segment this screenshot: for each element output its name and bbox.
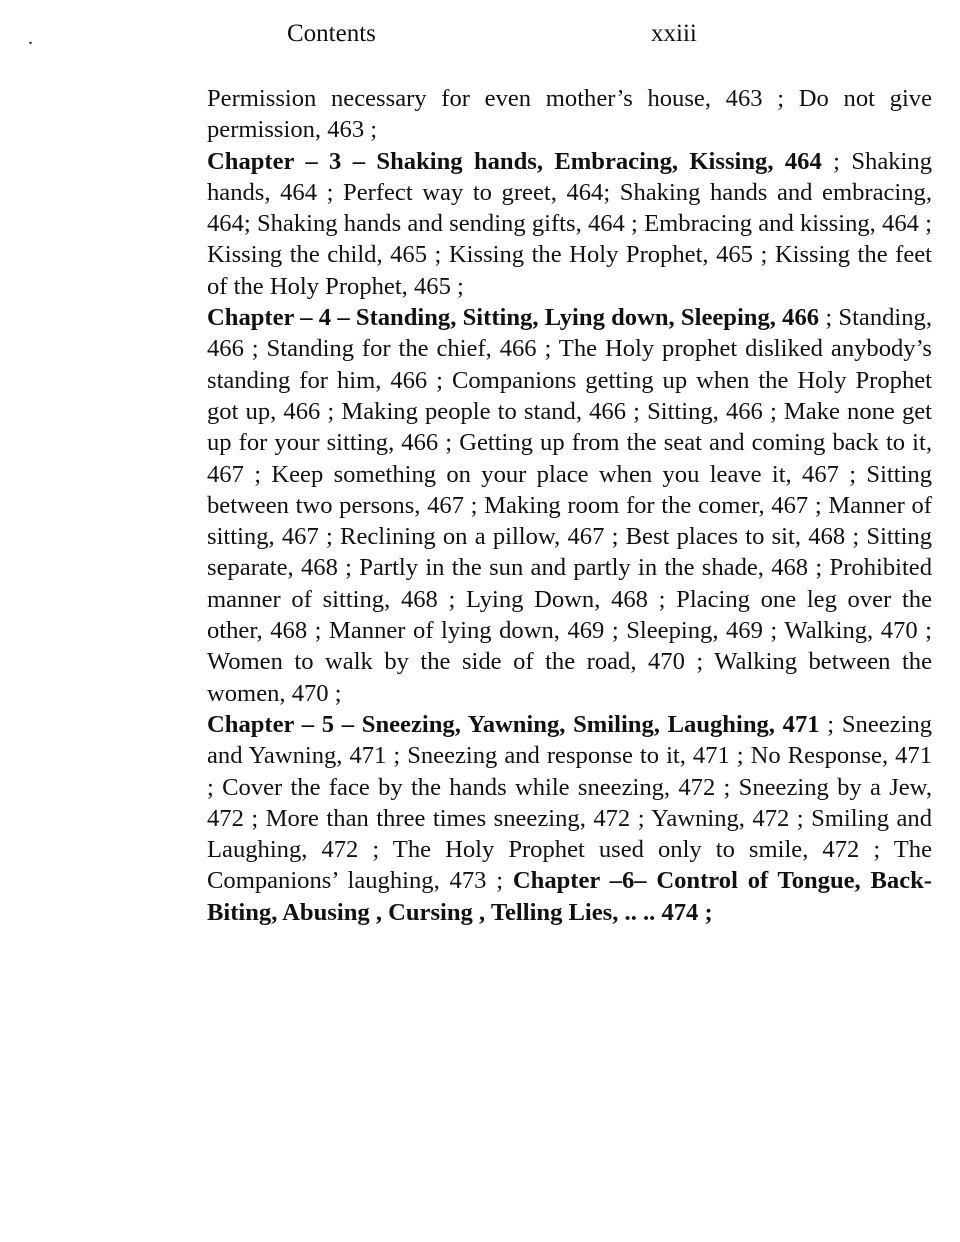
intro-entries: Permission necessary for even mother’s house, 463 ; Do not give permission, 463 ; xyxy=(207,85,932,144)
chapter-4-heading: Chapter – 4 – Standing, Sitting, Lying down, Sleeping, 466 xyxy=(207,304,820,332)
chapter-3-entries: ; Shaking hands, 464 ; Perfect way to greet, 464; Shaking hands and embracing, 464; Shaking hands and sending gifts, 464 ; Embracing and kissing, 464 ; Kissing the child, 465 ; Kissing the Holy Prophet, 465 ; Kissing the feet of the Holy Prophet, 465 ; xyxy=(207,147,932,300)
chapter-5-heading: Chapter – 5 – Sneezing, Yawning, Smiling, Laughing, 471 xyxy=(207,710,820,738)
chapter-3-heading: Chapter – 3 – Shaking hands, Embracing, Kissing, 464 xyxy=(207,147,822,175)
contents-text-block xyxy=(207,83,932,928)
chapter-4-entries: ; Standing, 466 ; Standing for the chief, 466 ; The Holy prophet disliked anybody’s standing for him, 466 ; Companions getting up when the Holy Prophet got up, 466 ; Making people to stand, 466 ; Sitting, 466 ; Make none get up for your sitting, 466 ; Getting up from the seat and coming back to it, 467 ; Keep something on your place when you leave it, 467 ; Sitting between two persons, 467 ; Making room for the comer, 467 ; Manner of sitting, 467 ; Reclining on a pillow, 467 ; Best places to sit, 468 ; Sitting separate, 468 ; Partly in the sun and partly in the shade, 468 ; Prohibited manner of sitting, 468 ; Lying Down, 468 ; Placing one leg over the other, 468 ; Manner of lying down, 469 ; Sleeping, 469 ; Walking, 470 ; Women to walk by the side of the road, 470 ; Walking between the women, 470 ; xyxy=(207,304,932,707)
page-number: xxiii xyxy=(651,20,697,47)
chapter-6-heading: Chapter –6– Control of Tongue, Back-Biting, Abusing , Cursing , Telling Lies, .. .. 474 ; xyxy=(207,867,933,926)
chapter-5-entries: ; Sneezing and Yawning, 471 ; Sneezing and response to it, 471 ; No Response, 471 ; Cover the face by the hands while sneezing, 472 ; Sneezing by a Jew, 472 ; More than three times sneezing, 472 ; Yawning, 472 ; Smiling and Laughing, 472 ; The Holy Prophet used only to smile, 472 ; The Companions’ laughing, 473 ; xyxy=(207,710,932,895)
running-header-title: Contents xyxy=(287,20,376,47)
stray-dot: . xyxy=(28,27,33,49)
